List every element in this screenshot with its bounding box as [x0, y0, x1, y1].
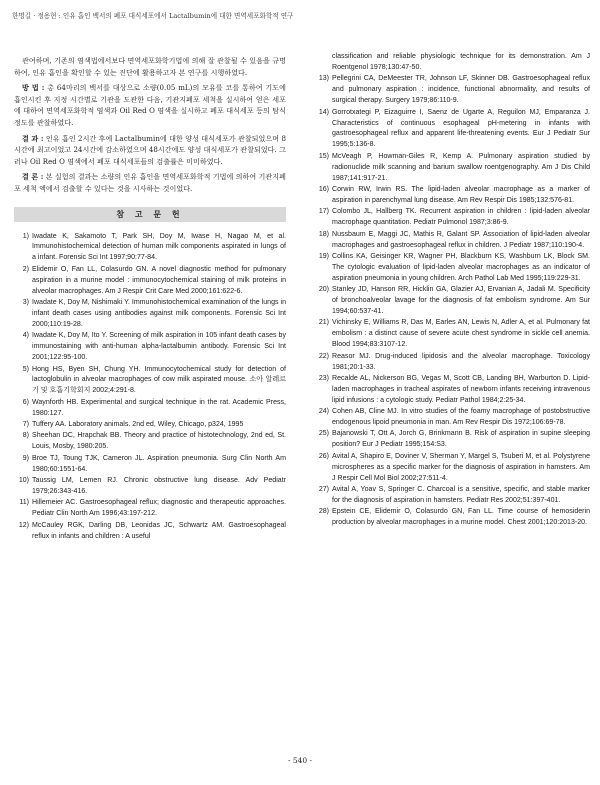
- reference-number: 14): [318, 108, 329, 116]
- reference-item: [14, 232, 286, 265]
- reference-number: 2): [22, 265, 29, 273]
- left-column: [14, 55, 286, 543]
- reference-text: Hillemeier AC. Gastroesophageal reflux; diagnostic and therapeutic approaches. Pediatr Clin North Am 1996;43:197-212.: [32, 499, 286, 518]
- reference-item: [314, 507, 590, 529]
- reference-item: [14, 298, 286, 331]
- reference-number: 17): [318, 208, 329, 216]
- reference-text: Avital A, Shapiro E, Doviner V, Sherman Y, Margel S, Tsuberi M, et al. Polystyrene microspheres as a specific marker for the diagnosis of aspiration in hamsters. Am J Respir Cell Mol Biol 2002;27:511-4.: [332, 452, 590, 482]
- reference-item: [314, 407, 590, 429]
- reference-number: 20): [318, 286, 329, 294]
- running-header: 한명길 · 정용현 : 인유 흡인 백서의 폐포 대식세포에서 Lactalbumin에 대한 면역세포화학적 연구: [12, 12, 294, 20]
- reference-item: [314, 285, 590, 318]
- reference-number: 28): [318, 508, 329, 516]
- reference-item: [314, 230, 590, 252]
- reference-text: Iwadate K, Sakamoto T, Park SH, Doy M, Iwase H, Nagao M, et al. Immunohistochemical detection of human milk components aspirated in lungs of a infant. Forensic Sci Int 1997;90:77-84.: [32, 232, 286, 262]
- reference-number: 25): [318, 430, 329, 438]
- reference-text: Gorrotxategi P, Eizaguirre I, Saenz de Ugarte A, Reguilon MJ, Emparanza J. Characteristics of continuous esophageal pH-metering in infants with gastroesophageal reflux and apparent life-threatening events. Eur J Pediatr Sur 1995;5:136-8.: [332, 108, 590, 149]
- paragraph-text: 관여하며, 기존의 염색법에서보다 면역세포화학기법에 의해 잘 관찰될 수 있음을 규명하여, 인유 흡인을 확인할 수 있는 진단에 활용하고자 본 연구를 시행하였다.: [14, 56, 286, 77]
- reference-item: [14, 365, 286, 398]
- reference-text: Elidemir O, Fan LL, Colasurdo GN. A novel diagnostic method for pulmonary aspiration in a murine model : immunocytochemical staining of milk proteins in alveolar macrophages. Am J Respir Crit Care Med 2000;161:622-6.: [32, 265, 286, 295]
- reference-number: 11): [19, 499, 29, 507]
- reference-text: Iwadate K, Doy M, Nishimaki Y. Immunohistochemical examination of the lungs in infant death cases using antibodies against milk components. Forensic Sci Int 2000;110:19-28.: [32, 299, 286, 328]
- reference-number: 13): [318, 75, 329, 83]
- body-paragraph: [14, 171, 286, 194]
- reference-text: Broe TJ, Toung TJK, Cameron JL. Aspiration pneumonia. Surg Clin North Am 1980;60:1551-64.: [32, 454, 286, 473]
- reference-number: 3): [22, 299, 29, 307]
- reference-text: Collins KA, Geisinger KR, Wagner PH, Blackburn KS, Washburn LK, Block SM. The cytologic evaluation of lipid-laden alveolar macrophages as an indicator of aspiration pneumonia in young children. Arch Pathol Lab Med 1995;119:229-31.: [332, 252, 590, 282]
- reference-text: Waynforth HB. Experimental and surgical technique in the rat. Academic Press, 1980:127.: [32, 398, 286, 417]
- reference-item: [314, 185, 590, 207]
- paragraph-text: 인유 흡인 2시간 후에 Lactalbumin에 대한 양성 대식세포가 관찰되었으며 8시간에 최고이었고 24시간에 감소하였으며 48시간에도 양성 대식세포가 관찰되었다. 그러나 Oil Red O 염색에서 폐포 대식세포들의 검출률은 미미하였다.: [14, 133, 287, 166]
- reference-number: 21): [318, 319, 329, 327]
- reference-item: [314, 152, 590, 185]
- reference-number: 8): [22, 432, 29, 440]
- reference-number: 23): [318, 374, 329, 382]
- reference-item: [314, 252, 590, 285]
- reference-number: 12): [18, 521, 29, 529]
- body-paragraph: [14, 133, 286, 168]
- reference-number: 22): [318, 352, 329, 360]
- reference-number: 27): [318, 486, 329, 494]
- reference-item: [314, 429, 590, 451]
- reference-number: 19): [318, 252, 329, 260]
- reference-text: Reasor MJ. Drug-induced lipidosis and the alveolar macrophage. Toxicology 1981;20:1-33.: [332, 352, 590, 371]
- reference-item: [314, 352, 590, 374]
- reference-item: [314, 485, 590, 507]
- reference-text: Vichinsky E, Williams R, Das M, Earles AN, Lewis N, Adler A, et al. Pulmonary fat embolism : a distinct cause of severe acute chest syndrome in sickle cell anemia. Blood 1994;83:3107-12.: [332, 319, 590, 349]
- reference-number: 10): [18, 477, 29, 485]
- reference-number: 4): [22, 332, 29, 340]
- reference-text: Iwadate K, Doy M, Ito Y. Screening of milk aspiration in 105 infant death cases by immunostaining with anti-human alpha-lactalbumin antibody. Forensic Sci Int 2001;122:95-100.: [32, 332, 286, 362]
- right-column: [314, 52, 590, 530]
- reference-number: 24): [318, 408, 329, 416]
- reference-item: [14, 454, 286, 476]
- references-heading: 참 고 문 헌: [14, 207, 286, 222]
- reference-item: [314, 207, 590, 229]
- reference-text: Recalde AL, Nickerson BG, Vegas M, Scott CB, Landing BH, Warburton D. Lipid-laden macrophages in tracheal aspirates of newborn infants receiving intravenous lipid infusions : a cytologic study. Pediatr Pathol 1984;2:25-34.: [332, 374, 590, 404]
- reference-number: 5): [22, 365, 29, 373]
- reference-text: McVeagh P, Howman-Giles R, Kemp A. Pulmonary aspiration studied by radionuclide milk scanning and barium swallow roentgenography. Am J Dis Child 1987;141:917-21.: [332, 152, 590, 182]
- reference-item: [314, 74, 590, 107]
- reference-text: Epstein CE, Elidemir O, Colasurdo GN, Fan LL. Time course of hemosiderin production by alveolar macrophages in a murine model. Chest 2001;120:2013-20.: [332, 508, 590, 527]
- reference-number: 15): [318, 152, 329, 160]
- page-number: - 540 -: [287, 756, 313, 765]
- reference-item: [14, 331, 286, 364]
- reference-number: 26): [318, 452, 329, 460]
- reference-text: Tuffery AA. Laboratory animals. 2nd ed, Wiley, Chicago, p324, 1995: [32, 421, 244, 429]
- reference-text: Nussbaum E, Maggi JC, Mathis R, Galant SP. Association of lipid-laden alveolar macrophages and gastroesophageal reflux in children. J Pediatr 1987;110:190-4.: [332, 230, 590, 249]
- reference-text: Avital A, Yoav S, Springer C. Charcoal is a sensitive, specific, and stable marker for the diagnosis of aspiration in hamsters. Pediatr Res 2002;51:397-401.: [332, 486, 590, 504]
- reference-number: 16): [318, 186, 329, 193]
- reference-text: Sheehan DC, Hrapchak BB. Theory and practice of histotechnology, 2nd ed, St. Louis, Mosby, 1980:205.: [32, 432, 286, 451]
- reference-number: 18): [318, 230, 329, 238]
- reference-list-left: [14, 232, 286, 543]
- reference-item: [314, 318, 590, 351]
- section-lead: 방 법 :: [22, 83, 45, 93]
- reference-item: [314, 108, 590, 152]
- reference-item: [314, 52, 590, 74]
- body-text: [14, 55, 286, 195]
- reference-text: Colombo JL, Hallberg TK. Recurrent aspiration in children : lipid-laden alveolar macrophage quantitation. Pediatr Pulmonol 1987;3:86-9.: [332, 208, 590, 227]
- reference-text: Bajanowski T, Ott A, Jorch G, Brinkmann B. Risk of aspiration in supine sleeping position? Eur J Pediatr 1995;154:S3.: [332, 430, 590, 449]
- reference-item: [14, 398, 286, 420]
- reference-text: Pellegrini CA, DeMeester TR, Johnson LF, Skinner DB. Gastroesophageal reflux and pulmonary aspiration : incidence, functional abnormality, and results of surgical therapy. Surgery 1979;86:110-9.: [332, 75, 590, 105]
- reference-item: [14, 476, 286, 498]
- reference-text: Taussig LM, Lemen RJ. Chronic obstructive lung disease. Adv Pediatr 1979;26:343-416.: [32, 477, 286, 495]
- section-lead: 결 론 :: [22, 172, 44, 182]
- reference-item: [14, 420, 286, 431]
- section-lead: 결 과 :: [22, 133, 44, 143]
- reference-number: 7): [22, 421, 29, 429]
- reference-item: [14, 521, 286, 543]
- body-paragraph: [14, 82, 286, 128]
- reference-item: [314, 374, 590, 407]
- reference-text: McCauley RGK, Darling DB, Leonidas JC, Schwartz AM. Gastroesophageal reflux in infants and children : A useful: [32, 521, 286, 540]
- reference-text: Hong HS, Byen SH, Chung YH. Immunocytochemical study for detection of lactoglobulin in alveolar macrophages of cow milk aspirated mouse. 소아 알레르기 및 호흡기학회지 2002;4:291-8.: [32, 365, 286, 395]
- reference-text: Cohen AB, Cline MJ. In vitro studies of the foamy macrophage of postobstructive endogenous lipoid pneumonia in man. Am Rev Respir Dis 1972;106:69-78.: [332, 408, 590, 427]
- reference-list-right: [314, 52, 590, 529]
- reference-item: [314, 452, 590, 485]
- paragraph-text: 총 64마리의 백서를 대상으로 소량(0.05 mL)의 모유를 코를 통하여 기도에 흡인시킨 후 지정 시간별로 기관을 도관한 다음, 기관지폐포 세척을 실시하여 얻은 세포에 대하여 면역세포화학적 염색과 Oil Red O 염색을 실시하고 폐포 대식세포 등의 탐식 정도를 관찰하였다.: [14, 83, 286, 127]
- reference-text: Corwin RW, Irwin RS. The lipid-laden alveolar macrophage as a marker of aspiration in parenchymal lung disease. Am Rev Respir Dis 1985;132:576-81.: [332, 186, 590, 204]
- reference-item: [14, 498, 286, 520]
- reference-item: [14, 265, 286, 298]
- reference-number: 1): [22, 232, 29, 240]
- reference-item: [14, 431, 286, 453]
- reference-text: classification and reliable physiologic technique for its demonstration. Am J Roentgenol 1978;130:47-50.: [332, 53, 590, 71]
- reference-number: 6): [22, 398, 29, 406]
- reference-number: 9): [22, 454, 29, 462]
- paragraph-text: 본 실험의 결과는 소량의 인유 흡인을 면역세포화학적 기법에 의하여 기관지폐포 세척 액에서 검출할 수 있다는 것을 시사하는 것이었다.: [14, 172, 286, 193]
- body-paragraph: [14, 55, 286, 78]
- reference-text: Stanley JD, Hanson RR, Hicklin GA, Glazier AJ, Ervanian A, Jadali M. Specificity of bronchoalveolar lavage for the diagnosis of fat embolism syndrome. Am Sur 1994;60:537-41.: [332, 286, 590, 316]
